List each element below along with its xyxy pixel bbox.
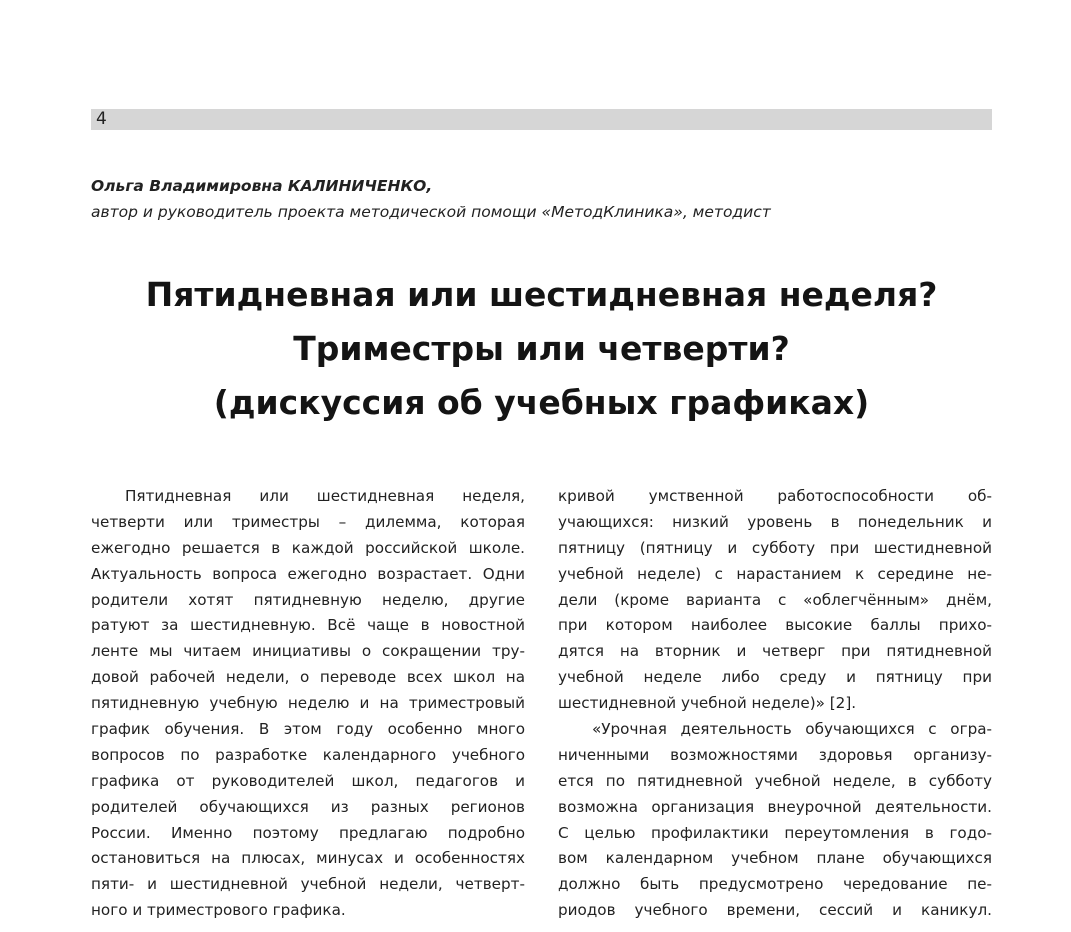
text-line: возможна организация внеурочной деятельности. xyxy=(558,797,992,816)
text-line: вопросов по разработке календарного учебного xyxy=(91,745,525,764)
text-line: дятся на вторник и четверг при пятидневной xyxy=(558,642,992,661)
text-line: кривой умственной работоспособности об- xyxy=(558,487,992,505)
text-line: пятницу (пятницу и субботу при шестидневной xyxy=(558,538,992,557)
body-column-left xyxy=(91,484,525,924)
text-line: учебной неделе либо среду и пятницу при xyxy=(558,668,992,687)
text-line: Актуальность вопроса ежегодно возрастает. Одни xyxy=(91,564,525,583)
text-line: ется по пятидневной учебной неделе, в субботу xyxy=(558,771,992,790)
text-line: ленте мы читаем инициативы о сокращении тру- xyxy=(91,642,525,661)
text-line: довой рабочей недели, о переводе всех школ на xyxy=(91,668,525,687)
author-position: автор и руководитель проекта методической помощи «МетодКлиника», методист xyxy=(91,203,771,221)
text-line: учающихся: низкий уровень в понедельник и xyxy=(558,512,992,531)
text-line: пяти- и шестидневной учебной недели, четверт- xyxy=(91,875,525,894)
text-line: России. Именно поэтому предлагаю подробно xyxy=(91,823,525,842)
text-line: вом календарном учебном плане обучающихся xyxy=(558,849,992,868)
text-line: риодов учебного времени, сессий и каникул. xyxy=(558,901,992,920)
text-line: шестидневной учебной неделе)» [2]. xyxy=(558,694,857,713)
text-line: Пятидневная или шестидневная неделя, xyxy=(125,487,525,505)
text-line: остановиться на плюсах, минусах и особенностях xyxy=(91,849,525,868)
body-column-right xyxy=(558,484,992,924)
text-line: графика от руководителей школ, педагогов и xyxy=(91,771,525,790)
text-line: при котором наиболее высокие баллы прихо- xyxy=(558,616,992,635)
text-line: родителей обучающихся из разных регионов xyxy=(91,797,525,816)
text-line: учебной неделе) с нарастанием к середине не- xyxy=(558,564,992,583)
text-line: должно быть предусмотрено чередование пе- xyxy=(558,875,992,894)
page-number: 4 xyxy=(96,109,107,129)
text-line: ного и триместрового графика. xyxy=(91,901,346,920)
text-line: ниченными возможностями здоровья организу- xyxy=(558,745,992,764)
text-line: четверти или триместры – дилемма, которая xyxy=(91,512,525,531)
title-line: Триместры или четверти? xyxy=(293,329,790,368)
text-line: С целью профилактики переутомления в годо- xyxy=(558,823,992,842)
author-name: Ольга Владимировна КАЛИНИЧЕНКО, xyxy=(91,177,433,195)
article-title xyxy=(60,268,1023,430)
text-line: график обучения. В этом году особенно много xyxy=(91,720,525,739)
title-line: (дискуссия об учебных графиках) xyxy=(213,383,870,422)
text-line: дели (кроме варианта с «облегчённым» днём, xyxy=(558,590,992,609)
text-line: пятидневную учебную неделю и на триместровый xyxy=(91,694,525,713)
text-line: родители хотят пятидневную неделю, другие xyxy=(91,590,525,609)
author-block xyxy=(91,173,991,225)
text-line: ратуют за шестидневную. Всё чаще в новостной xyxy=(91,616,525,635)
text-line: «Урочная деятельность обучающихся с огра- xyxy=(592,720,992,739)
page-header-bar xyxy=(91,109,992,130)
text-line: ежегодно решается в каждой российской школе. xyxy=(91,538,525,557)
title-line: Пятидневная или шестидневная неделя? xyxy=(145,275,938,314)
